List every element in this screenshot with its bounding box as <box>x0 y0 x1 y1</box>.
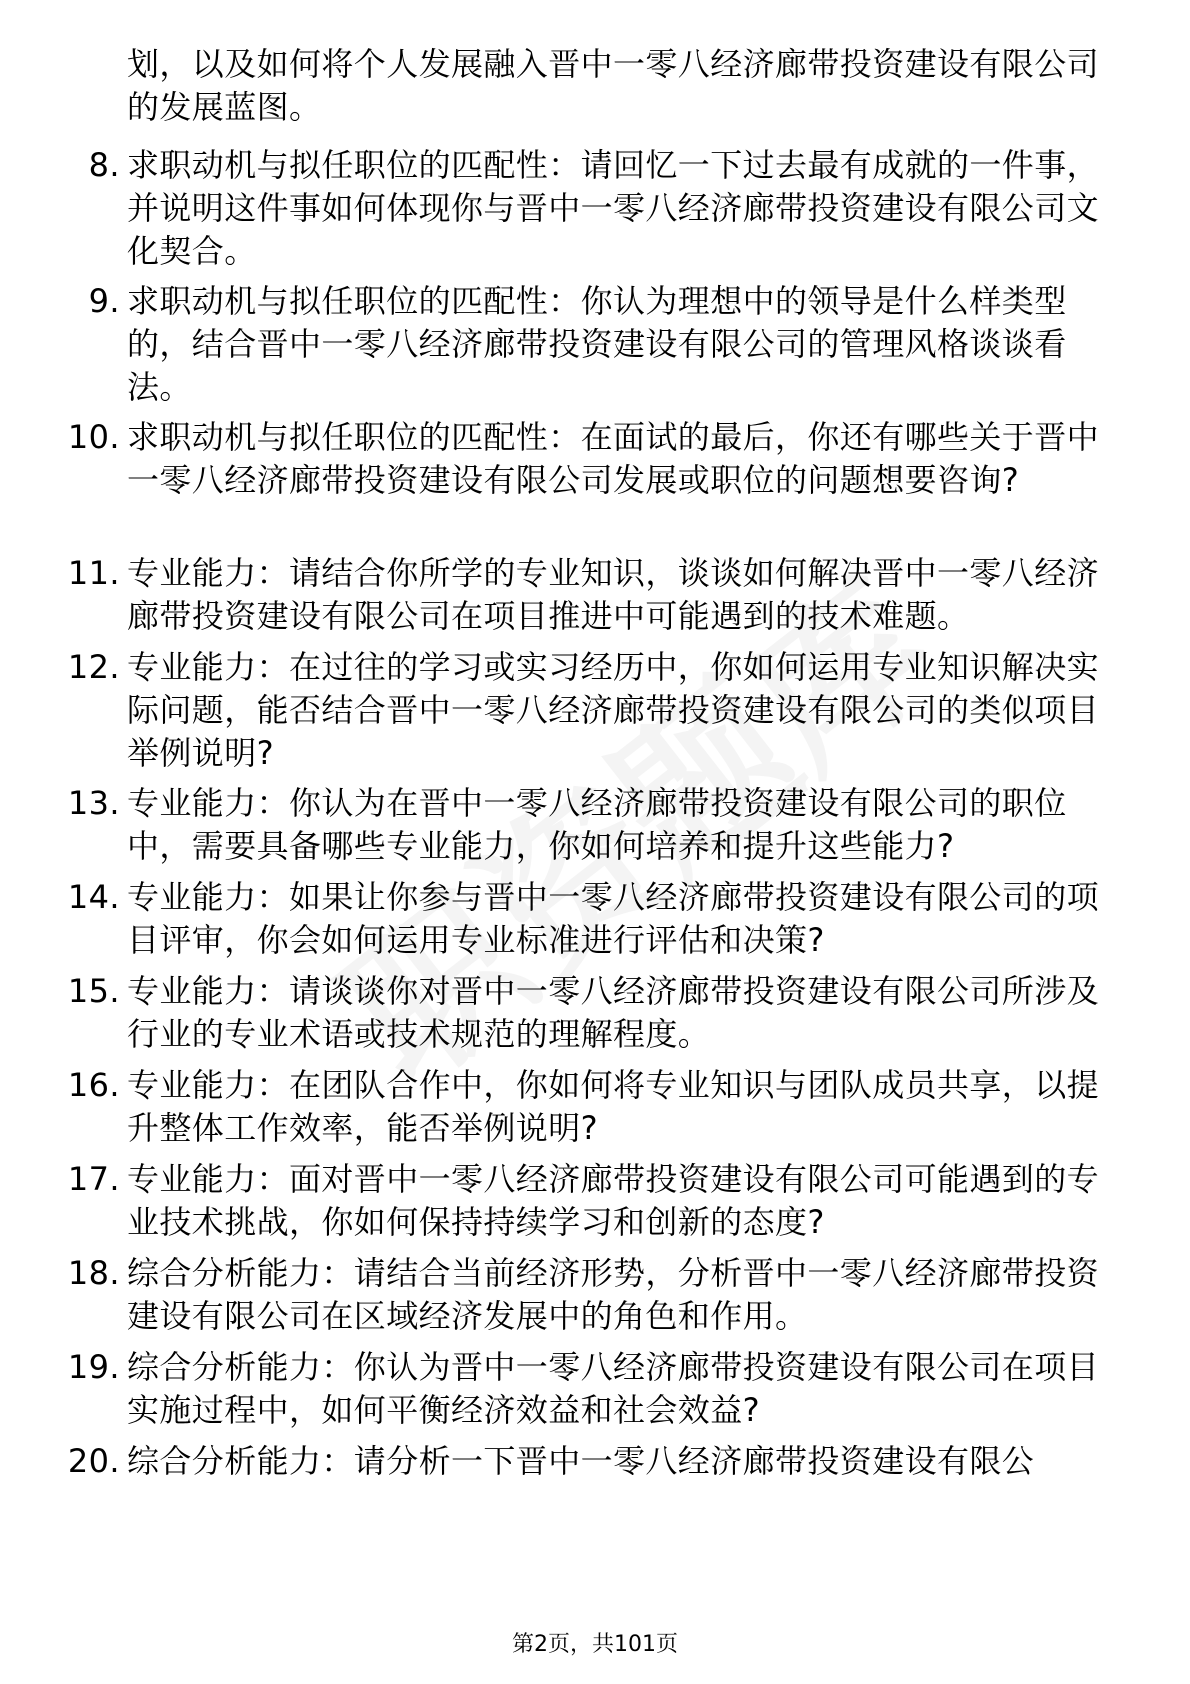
question-number: 10. <box>67 418 120 456</box>
question-text: 专业能力：在团队合作中，你如何将专业知识与团队成员共享，以提升整体工作效率，能否举例说明? <box>127 1066 1100 1147</box>
question-number: 19. <box>67 1348 120 1386</box>
question-number: 15. <box>67 972 120 1010</box>
question-number: 16. <box>67 1066 120 1104</box>
page-footer: 第2页，共101页 <box>512 1632 678 1657</box>
question-text: 专业能力：请结合你所学的专业知识，谈谈如何解决晋中一零八经济廊带投资建设有限公司在项目推进中可能遇到的技术难题。 <box>127 554 1100 635</box>
question-number: 20. <box>67 1442 120 1480</box>
question-text: 求职动机与拟任职位的匹配性：你认为理想中的领导是什么样类型的，结合晋中一零八经济廊带投资建设有限公司的管理风格谈谈看法。 <box>127 282 1067 406</box>
continuation-text: 划，以及如何将个人发展融入晋中一零八经济廊带投资建设有限公司的发展蓝图。 <box>127 45 1100 126</box>
question-text: 求职动机与拟任职位的匹配性：请回忆一下过去最有成就的一件事，并说明这件事如何体现你与晋中一零八经济廊带投资建设有限公司文化契合。 <box>127 146 1100 270</box>
question-text: 专业能力：请谈谈你对晋中一零八经济廊带投资建设有限公司所涉及行业的专业术语或技术规范的理解程度。 <box>127 972 1100 1053</box>
question-text: 综合分析能力：请分析一下晋中一零八经济廊带投资建设有限公 <box>127 1442 1035 1480</box>
question-number: 17. <box>67 1160 120 1198</box>
question-text: 综合分析能力：你认为晋中一零八经济廊带投资建设有限公司在项目实施过程中，如何平衡经济效益和社会效益? <box>127 1348 1100 1429</box>
question-text: 专业能力：在过往的学习或实习经历中，你如何运用专业知识解决实际问题，能否结合晋中一零八经济廊带投资建设有限公司的类似项目举例说明? <box>127 648 1100 772</box>
question-number: 9. <box>88 282 120 320</box>
question-text: 专业能力：你认为在晋中一零八经济廊带投资建设有限公司的职位中，需要具备哪些专业能力，你如何培养和提升这些能力? <box>127 784 1067 865</box>
question-text: 专业能力：面对晋中一零八经济廊带投资建设有限公司可能遇到的专业技术挑战，你如何保持持续学习和创新的态度? <box>127 1160 1100 1241</box>
question-number: 18. <box>67 1254 120 1292</box>
question-number: 13. <box>67 784 120 822</box>
question-number: 8. <box>88 146 120 184</box>
question-number: 14. <box>67 878 120 916</box>
question-number: 11. <box>67 554 120 592</box>
question-text: 求职动机与拟任职位的匹配性：在面试的最后，你还有哪些关于晋中一零八经济廊带投资建设有限公司发展或职位的问题想要咨询? <box>127 418 1100 499</box>
question-text: 综合分析能力：请结合当前经济形势，分析晋中一零八经济廊带投资建设有限公司在区域经济发展中的角色和作用。 <box>127 1254 1100 1335</box>
question-number: 12. <box>67 648 120 686</box>
question-text: 专业能力：如果让你参与晋中一零八经济廊带投资建设有限公司的项目评审，你会如何运用专业标准进行评估和决策? <box>127 878 1100 959</box>
